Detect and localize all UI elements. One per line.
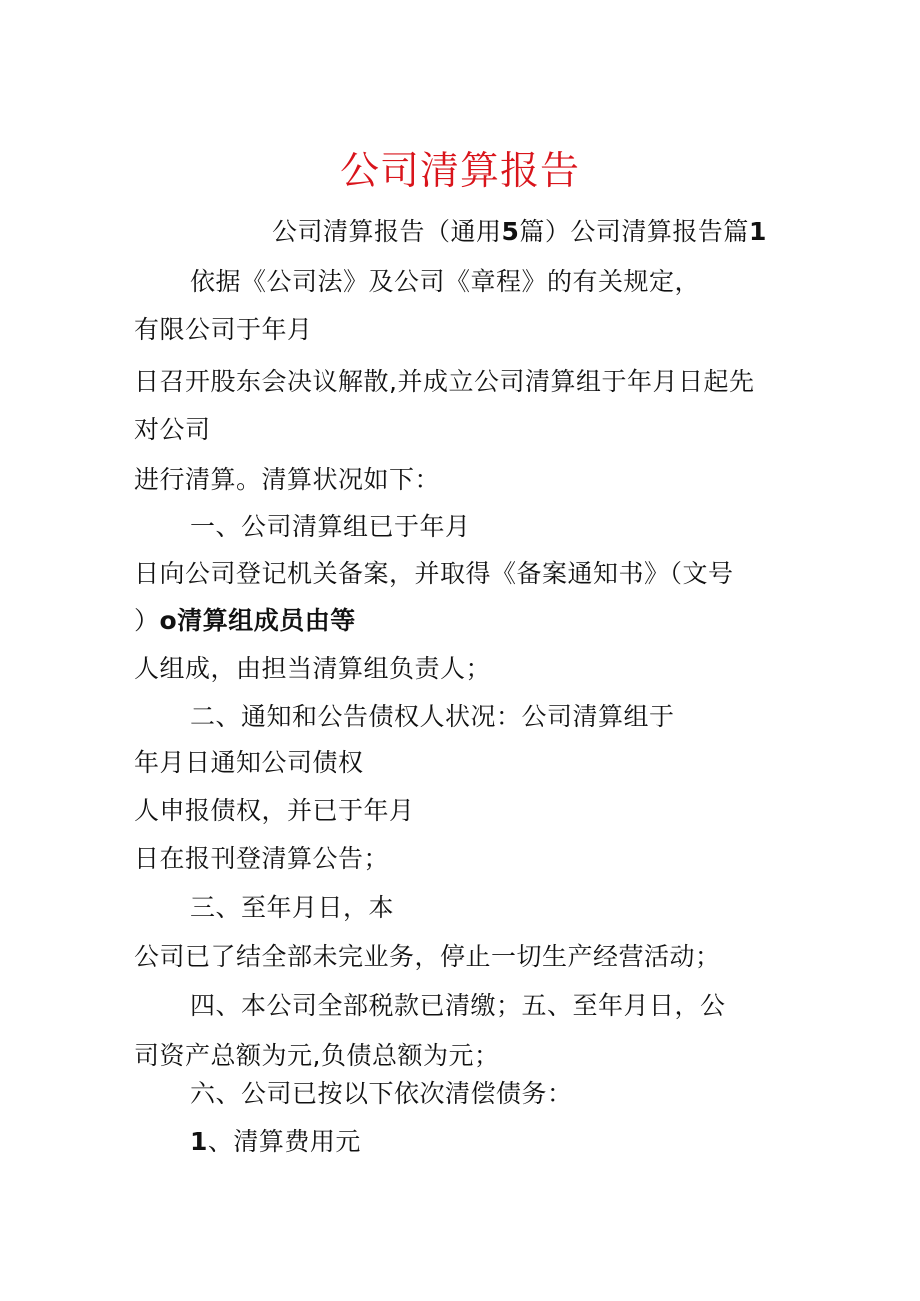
paragraph-line: 四、本公司全部税款已清缴；五、至年月日，公 <box>190 991 726 1020</box>
paragraph-line: 日召开股东会决议解散,并成立公司清算组于年月日起先 <box>134 367 755 396</box>
paragraph-line: 人组成，由担当清算组负责人； <box>134 654 492 683</box>
paragraph-line: 有限公司于年月 <box>134 315 313 344</box>
paragraph-line: 一、公司清算组已于年月 <box>190 512 471 541</box>
subtitle-text-b: 篇）公司清算报告篇 <box>519 217 749 246</box>
subtitle-number: 5 <box>501 217 520 246</box>
paragraph-line: 依据《公司法》及公司《章程》的有关规定， <box>190 267 701 296</box>
document-subtitle <box>272 215 767 249</box>
paragraph-line: 人申报债权，并已于年月 <box>134 796 415 825</box>
paragraph-line: 进行清算。清算状况如下： <box>134 465 441 494</box>
paragraph-line: 六、公司已按以下依次清偿债务： <box>190 1079 573 1108</box>
paragraph-line: 二、通知和公告债权人状况：公司清算组于 <box>190 702 675 731</box>
paragraph-line: 三、至年月日，本 <box>190 893 395 922</box>
paragraph-line: 年月日通知公司债权 <box>134 748 364 777</box>
paragraph-line: 司资产总额为元,负债总额为元； <box>134 1041 500 1070</box>
list-item-text: 、清算费用元 <box>207 1127 361 1156</box>
paragraph-line: 公司已了结全部未完业务，停止一切生产经营活动； <box>134 942 721 971</box>
list-item-number: 1 <box>190 1127 208 1156</box>
subtitle-text-a: 公司清算报告（通用 <box>272 217 502 246</box>
paragraph-line <box>134 604 356 638</box>
paragraph-line: 日向公司登记机关备案，并取得《备案通知书》（文号 <box>134 559 734 588</box>
document-title: 公司清算报告 <box>339 149 580 194</box>
line-prefix-paren: ） <box>134 606 160 635</box>
paragraph-line: 日在报刊登清算公告； <box>134 844 390 873</box>
line-text: o清算组成员由等 <box>159 606 356 635</box>
list-item-1 <box>190 1125 361 1159</box>
paragraph-line: 对公司 <box>134 415 211 444</box>
subtitle-number-2: 1 <box>748 217 767 246</box>
